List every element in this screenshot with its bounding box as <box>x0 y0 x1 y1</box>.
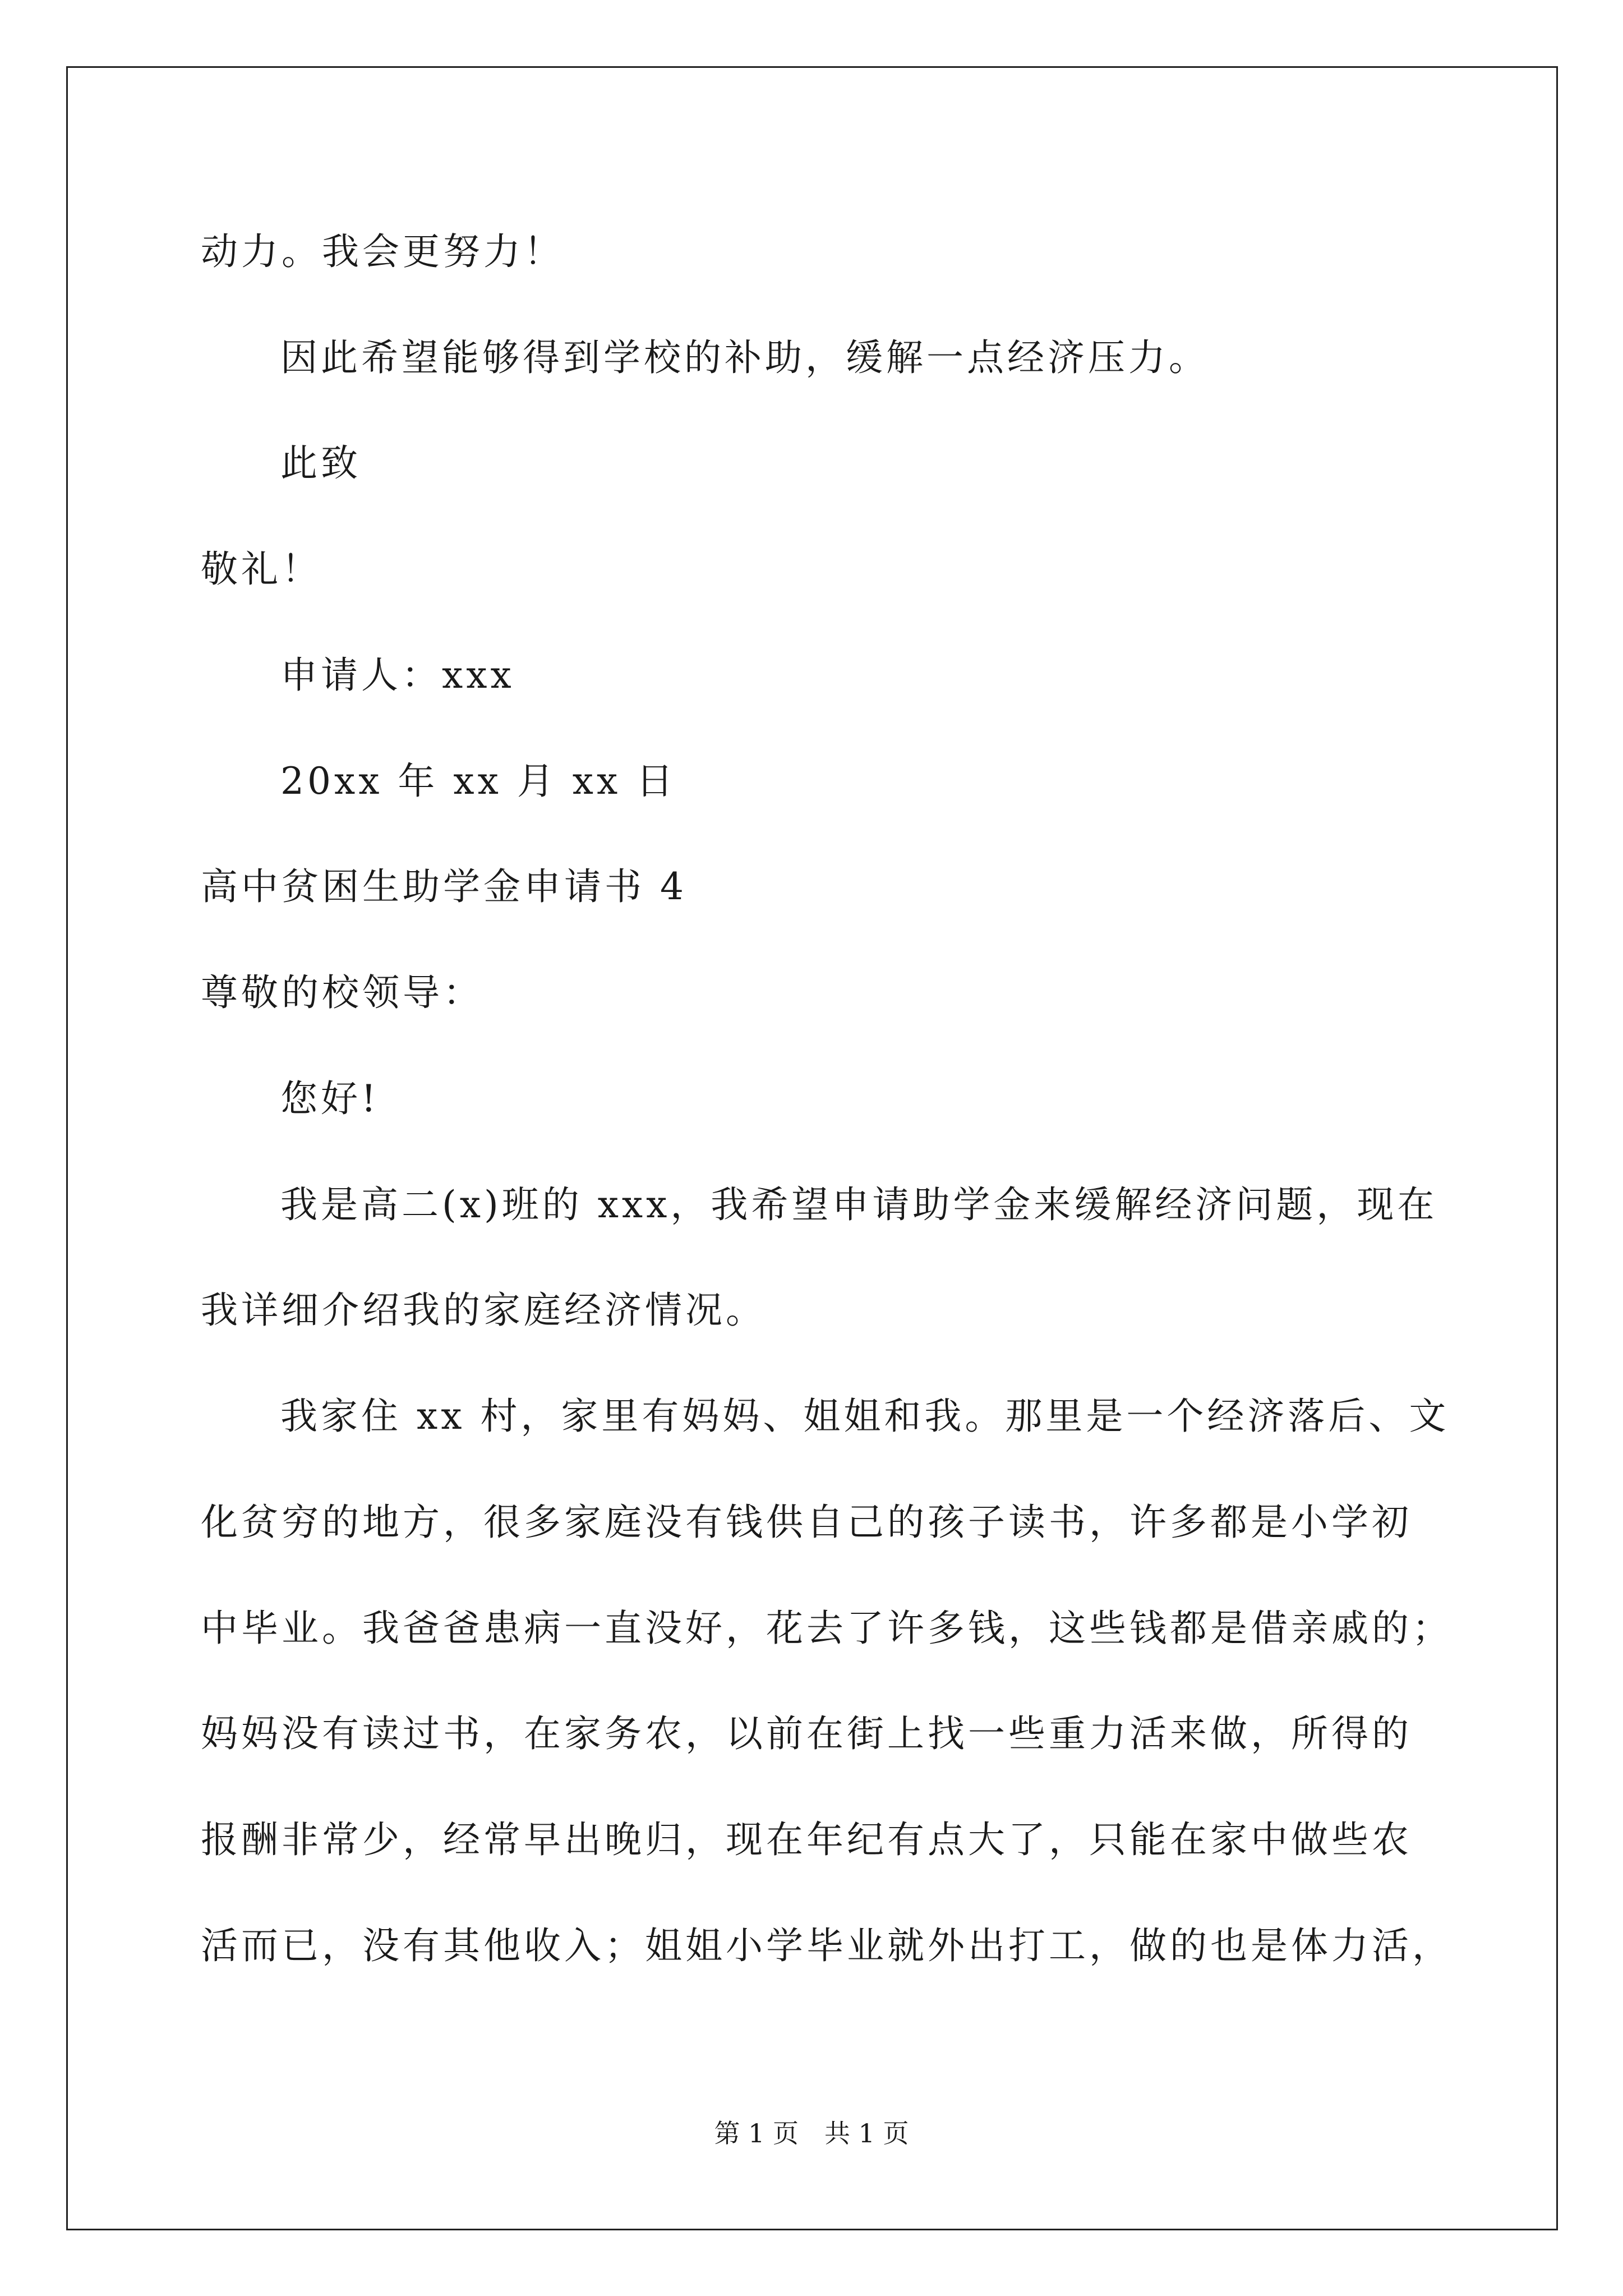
text-line-intro-cont: 我详细介绍我的家庭经济情况。 <box>201 1289 766 1332</box>
text-line-family-4: 妈妈没有读过书，在家务农，以前在街上找一些重力活来做，所得的 <box>201 1712 1412 1755</box>
page-footer: 第 1 页 共 1 页 <box>714 2118 909 2148</box>
text-line-closing: 此致 <box>280 441 361 485</box>
date-line: 20xx 年 xx 月 xx 日 <box>280 760 677 803</box>
text-line-family-5: 报酬非常少，经常早出晚归，现在年纪有点大了，只能在家中做些农 <box>201 1818 1412 1861</box>
hello-line: 您好! <box>280 1077 380 1120</box>
section-title: 高中贫困生助学金申请书 4 <box>201 865 687 908</box>
greeting-line: 尊敬的校领导： <box>201 971 483 1014</box>
text-line-salute: 敬礼！ <box>201 547 322 591</box>
page-border <box>66 66 1558 2230</box>
text-line-family-3: 中毕业。我爸爸患病一直没好，花去了许多钱，这些钱都是借亲戚的； <box>201 1607 1453 1650</box>
text-line-family-2: 化贫穷的地方，很多家庭没有钱供自己的孩子读书，许多都是小学初 <box>201 1501 1412 1544</box>
applicant-line: 申请人：xxx <box>280 654 515 697</box>
text-line-family-6: 活而已，没有其他收入；姐姐小学毕业就外出打工，做的也是体力活， <box>201 1924 1453 1967</box>
text-line-intro: 我是高二(x)班的 xxx，我希望申请助学金来缓解经济问题，现在 <box>280 1183 1438 1226</box>
text-line-2: 因此希望能够得到学校的补助，缓解一点经济压力。 <box>280 336 1209 379</box>
text-line-family-1: 我家住 xx 村，家里有妈妈、姐姐和我。那里是一个经济落后、文 <box>280 1395 1450 1438</box>
text-line-1: 动力。我会更努力！ <box>201 230 564 273</box>
